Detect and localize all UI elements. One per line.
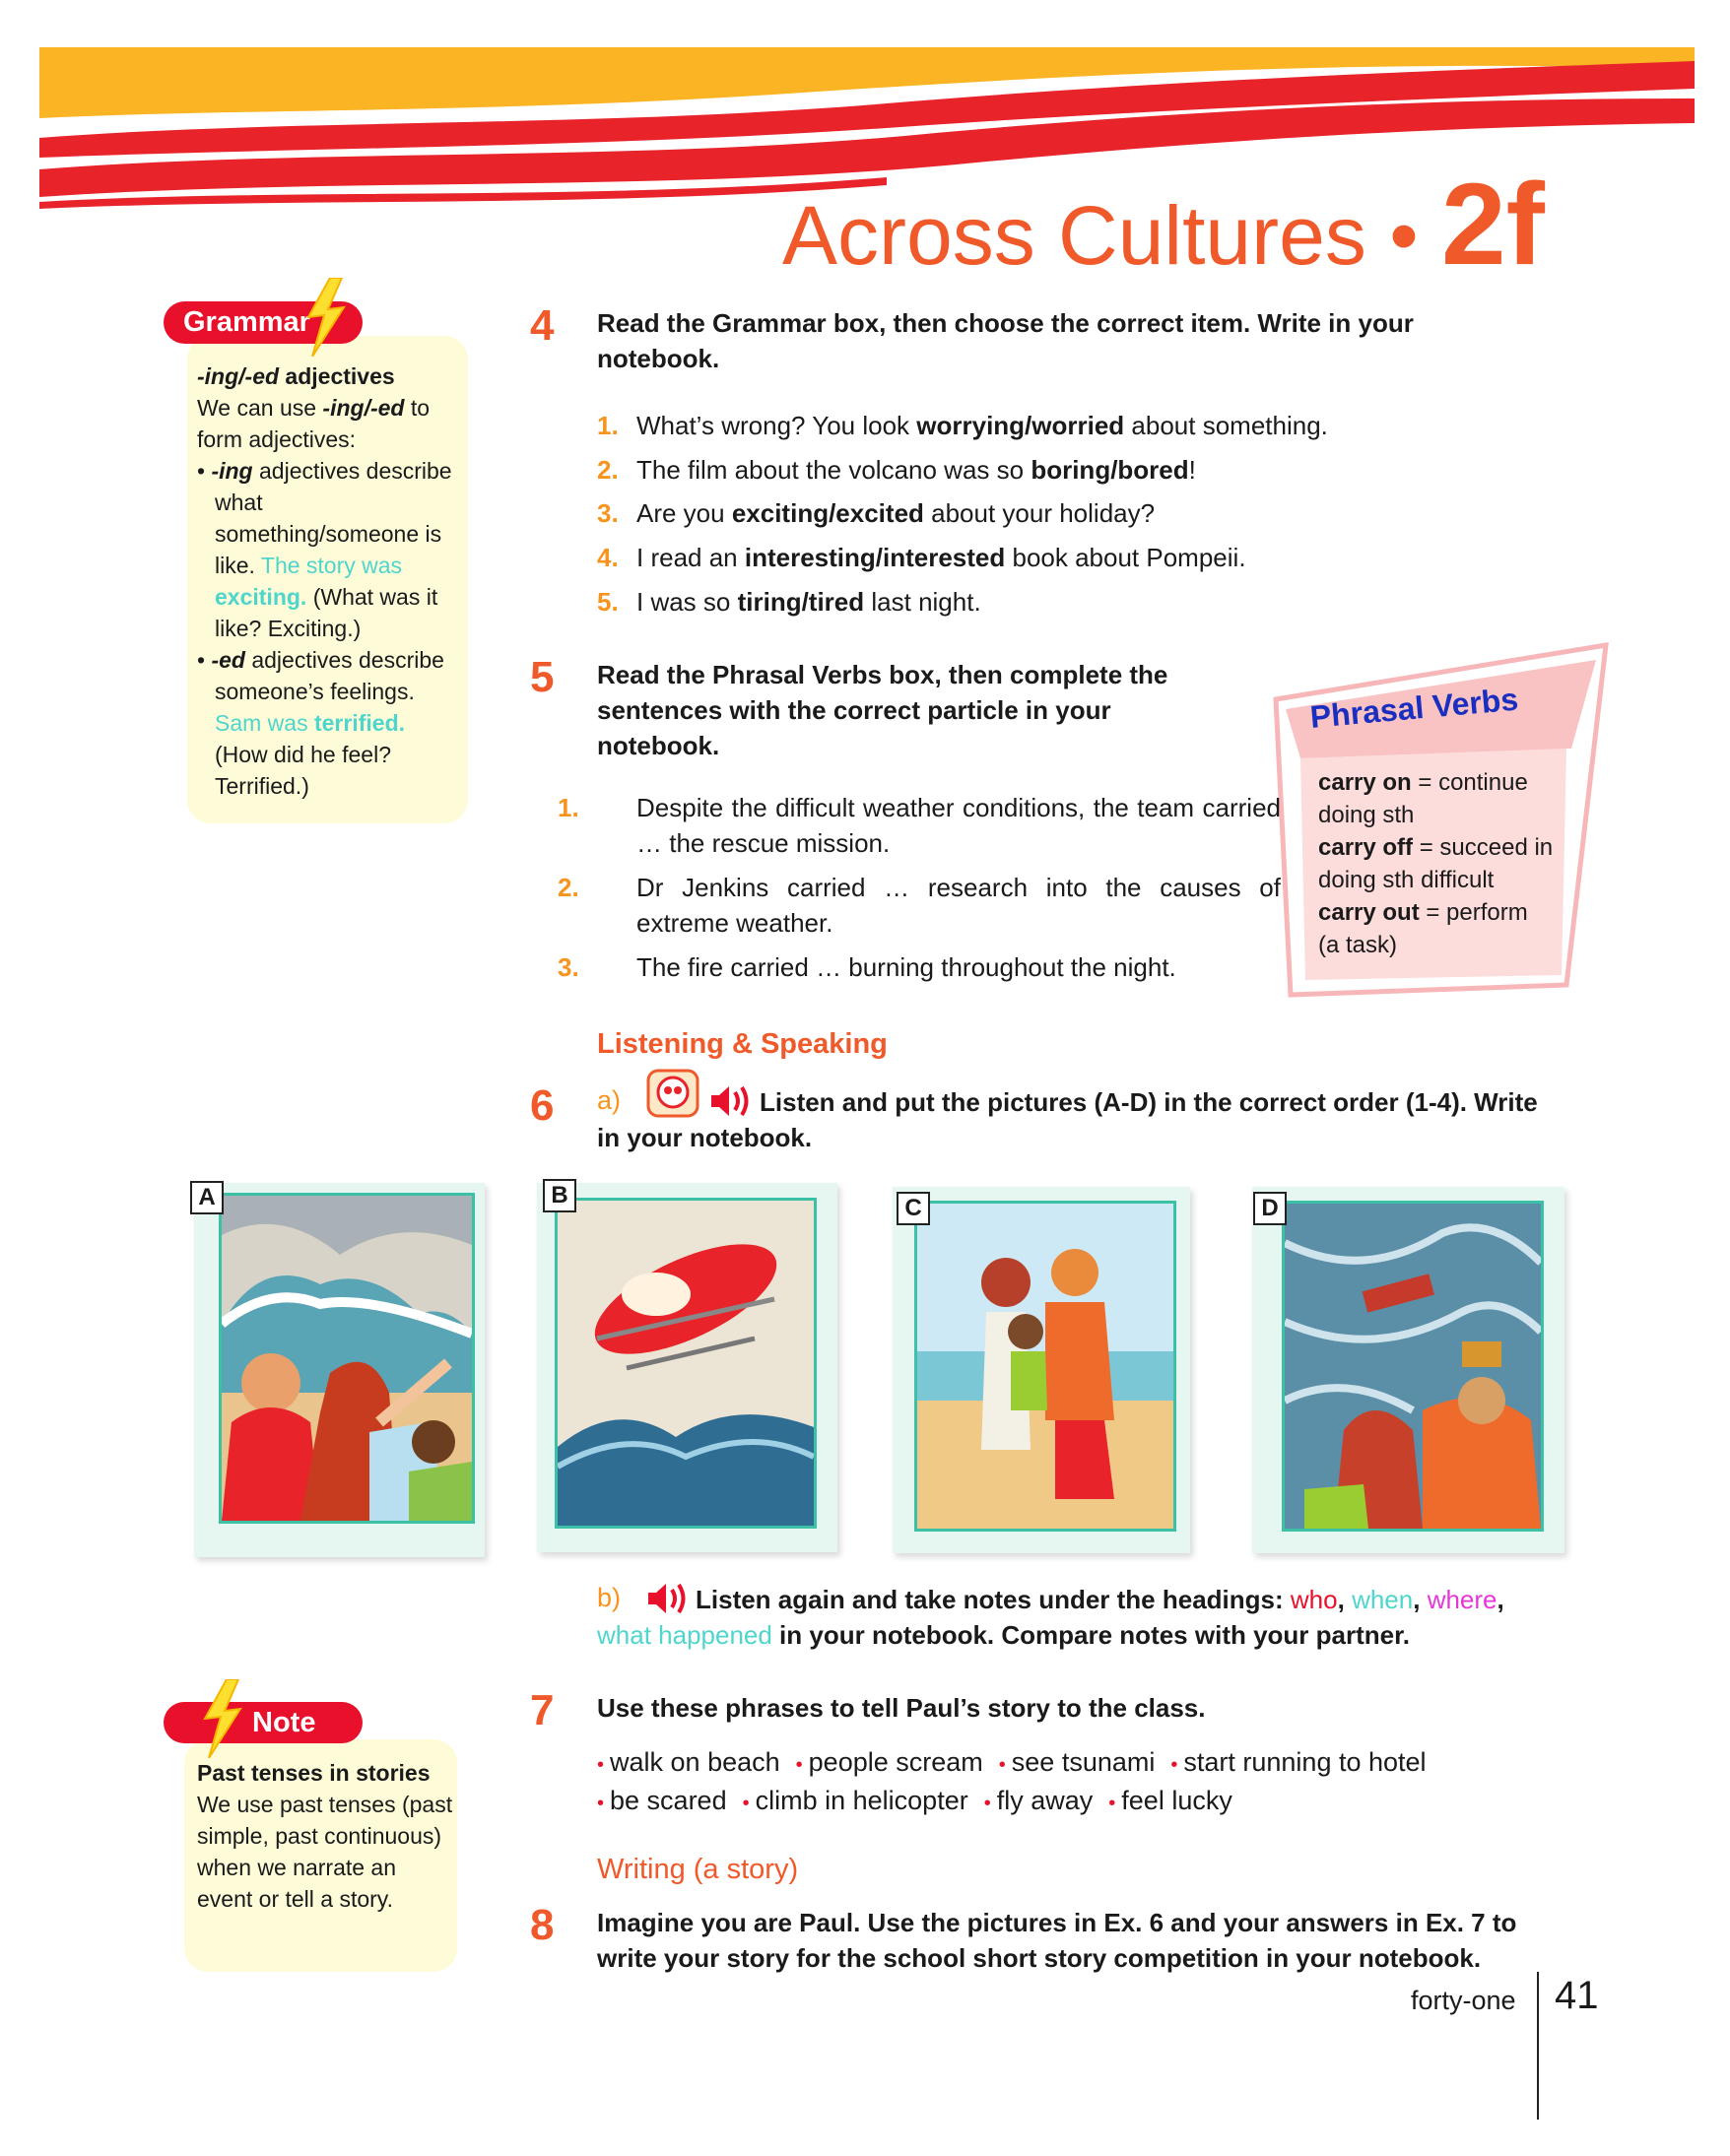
- exercise-6b-instruction: [597, 1582, 1543, 1653]
- item-text-pre: I read an: [636, 543, 745, 572]
- exercise-8-instruction: Imagine you are Paul. Use the pictures in Ex. 6 and your answers in Ex. 7 to write your story for the school short story competition in your notebook.: [597, 1908, 1517, 1973]
- picture-c: [893, 1187, 1190, 1553]
- exercise-4-item: [597, 495, 1155, 531]
- item-choice: tiring/tired: [737, 587, 865, 617]
- exercise-6a-instruction: [597, 1084, 1543, 1155]
- phrasal-verb-entry: [1318, 766, 1555, 831]
- phrase-item: [796, 1747, 983, 1777]
- picture-a: [194, 1183, 485, 1557]
- phrasal-verb: carry off: [1318, 834, 1414, 861]
- phrase-item: [743, 1786, 968, 1815]
- page-title: [782, 158, 1545, 292]
- item-text-post: about something.: [1124, 411, 1328, 440]
- phrase-item: [597, 1786, 727, 1815]
- item-number: 1.: [597, 411, 619, 440]
- picture-a-label: A: [190, 1181, 224, 1214]
- phrasal-verbs-list: [1318, 766, 1555, 961]
- exercise-5-instruction: Read the Phrasal Verbs box, then complete the sentences with the correct particle in your notebook.: [597, 660, 1168, 760]
- phrasal-verb-entry: [1318, 896, 1555, 961]
- bullet-icon: •: [597, 1793, 605, 1814]
- page-number-words: forty-one: [1411, 1986, 1516, 2015]
- b-post: in your notebook. Compare notes with your partner.: [771, 1620, 1411, 1650]
- phrase-text: people scream: [808, 1747, 983, 1777]
- b1-example-bold: exciting.: [215, 584, 307, 610]
- exercise-4-item: [597, 584, 981, 620]
- page-number: 41: [1555, 1974, 1599, 2017]
- item-number: 5.: [597, 587, 619, 617]
- item-text-post: !: [1188, 455, 1196, 485]
- title-text: Across Cultures: [782, 189, 1366, 282]
- grammar-intro-em: -ing/-ed: [322, 395, 405, 421]
- item-number: 4.: [597, 543, 619, 572]
- bullet-icon: •: [742, 1793, 750, 1814]
- phrase-text: be scared: [610, 1786, 727, 1815]
- grammar-badge-label: Grammar: [183, 306, 310, 338]
- item-text-post: last night.: [864, 587, 981, 617]
- b2-example: Sam was: [215, 710, 314, 736]
- exercise-5-item: [558, 949, 1281, 985]
- item-text-pre: I was so: [636, 587, 738, 617]
- listening-speaking-heading: Listening & Speaking: [597, 1028, 888, 1060]
- exercise-5-item: [558, 870, 1281, 941]
- item-choice: interesting/interested: [744, 543, 1006, 572]
- phrase-item: [597, 1747, 780, 1777]
- note-badge-label: Note: [252, 1707, 316, 1738]
- exercise-7-instruction: Use these phrases to tell Paul’s story to the class.: [597, 1693, 1206, 1723]
- bullet-icon: •: [597, 1754, 605, 1776]
- phrasal-verb: carry out: [1318, 899, 1420, 926]
- item-text: Dr Jenkins carried … research into the causes of extreme weather.: [636, 873, 1281, 938]
- note-content: [197, 1757, 453, 1915]
- phrase-text: fly away: [996, 1786, 1094, 1815]
- b2-text: adjectives describe someone’s feelings.: [215, 647, 444, 704]
- b1-text: adjectives describe what something/someone is like.: [215, 458, 452, 578]
- item-number: 2.: [558, 873, 579, 902]
- picture-b-label: B: [543, 1179, 576, 1212]
- grammar-heading-rest: adjectives: [279, 363, 395, 389]
- phrase-item: [1170, 1747, 1426, 1777]
- exercise-4-item: [597, 452, 1196, 488]
- exercise-8-number: 8: [530, 1901, 555, 1949]
- exercise-6-number: 6: [530, 1081, 555, 1130]
- b1-note: (What was it like? Exciting.): [215, 584, 438, 641]
- exercise-7-number: 7: [530, 1686, 555, 1734]
- grammar-bullet-ing: • -ing adjectives describe what something/someone is like. The story was exciting. (What was it like? Exciting.): [197, 458, 452, 641]
- item-number: 3.: [558, 952, 579, 982]
- unit-number: 2f: [1440, 160, 1545, 290]
- exercise-6a-text: Listen and put the pictures (A-D) in the correct order (1-4). Write in your notebook.: [597, 1087, 1538, 1152]
- grammar-intro-pre: We can use: [197, 395, 323, 421]
- b2-example-bold: terrified.: [313, 710, 406, 736]
- heading-who: who: [1290, 1585, 1338, 1614]
- item-number: 2.: [597, 455, 619, 485]
- phrase-text: feel lucky: [1121, 1786, 1232, 1815]
- grammar-heading: [197, 360, 463, 392]
- phrasal-verb-definition: = succeed in doing sth difficult: [1318, 834, 1554, 893]
- b1-example: The story was: [260, 553, 403, 578]
- heading-what-happened: what happened: [597, 1620, 772, 1650]
- phrasal-verb: carry on: [1318, 769, 1412, 796]
- exercise-6b-label: b): [597, 1583, 622, 1612]
- lightning-icon: [197, 1679, 246, 1758]
- phrase-text: start running to hotel: [1183, 1747, 1427, 1777]
- lightning-icon: [300, 278, 350, 357]
- bullet-icon: •: [983, 1793, 991, 1814]
- item-text-post: about your holiday?: [923, 498, 1156, 528]
- page-divider: [1537, 1972, 1539, 2120]
- phrase-text: climb in helicopter: [755, 1786, 968, 1815]
- phrase-text: walk on beach: [610, 1747, 780, 1777]
- item-number: 3.: [597, 498, 619, 528]
- comma: ,: [1337, 1585, 1345, 1614]
- b1-em: -ing: [211, 458, 253, 484]
- note-badge: [164, 1702, 363, 1743]
- note-text: We use past tenses (past simple, past continuous) when we narrate an event or tell a story.: [197, 1792, 453, 1912]
- phrasal-verb-entry: [1318, 831, 1555, 896]
- item-text-pre: Are you: [636, 498, 732, 528]
- exercise-4-item: [597, 408, 1328, 443]
- picture-b: [537, 1183, 837, 1552]
- exercise-5-item: [558, 790, 1281, 861]
- item-text-pre: The film about the volcano was so: [636, 455, 1031, 485]
- item-number: 1.: [558, 793, 579, 822]
- picture-c-label: C: [897, 1192, 930, 1225]
- picture-d: [1252, 1187, 1564, 1553]
- phrase-item: [999, 1747, 1156, 1777]
- phrase-item: [984, 1786, 1094, 1815]
- item-text-pre: What’s wrong? You look: [636, 411, 917, 440]
- bullet-icon: •: [795, 1754, 803, 1776]
- comma: ,: [1413, 1585, 1421, 1614]
- item-choice: boring/bored: [1031, 455, 1189, 485]
- grammar-bullet-ed: • -ed adjectives describe someone’s feelings. Sam was terrified. (How did he feel? Terrified.): [197, 647, 444, 799]
- bullet-icon: •: [1170, 1754, 1178, 1776]
- b2-note: (How did he feel? Terrified.): [215, 742, 391, 799]
- heading-when: when: [1352, 1585, 1414, 1614]
- heading-where: where: [1427, 1585, 1497, 1614]
- item-text: Despite the difficult weather conditions, the team carried … the rescue mission.: [636, 793, 1281, 858]
- exercise-4-instruction: Read the Grammar box, then choose the correct item. Write in your notebook.: [597, 308, 1414, 373]
- b2-em: -ed: [211, 647, 245, 673]
- item-text: The fire carried … burning throughout the night.: [636, 952, 1176, 982]
- b-pre: Listen again and take notes under the headings:: [696, 1585, 1291, 1614]
- phrase-list: [597, 1744, 1563, 1821]
- phrase-item: [1108, 1786, 1232, 1815]
- comma: ,: [1497, 1585, 1504, 1614]
- item-choice: worrying/worried: [916, 411, 1125, 440]
- phrase-text: see tsunami: [1011, 1747, 1156, 1777]
- grammar-content: [197, 360, 463, 802]
- phrasal-verb-definition: = continue doing sth: [1318, 769, 1528, 828]
- exercise-4-item: [597, 540, 1246, 575]
- exercise-6a-label: a): [597, 1085, 622, 1115]
- phrasal-verbs-title: Phrasal Verbs: [1308, 681, 1520, 735]
- grammar-heading-italic: -ing/-ed: [197, 363, 280, 389]
- phrasal-verb-definition: = perform (a task): [1318, 899, 1528, 958]
- picture-d-label: D: [1253, 1192, 1287, 1225]
- bullet-icon: •: [1108, 1793, 1116, 1814]
- writing-heading: Writing (a story): [597, 1854, 799, 1885]
- item-choice: exciting/excited: [731, 498, 924, 528]
- grammar-intro: [197, 392, 463, 455]
- title-bullet: •: [1389, 189, 1419, 282]
- grammar-intro-post: to form adjectives:: [197, 395, 431, 452]
- bullet-icon: •: [998, 1754, 1006, 1776]
- item-text-post: book about Pompeii.: [1005, 543, 1246, 572]
- exercise-5-number: 5: [530, 653, 555, 701]
- exercise-4-number: 4: [530, 301, 555, 350]
- note-heading: Past tenses in stories: [197, 1760, 431, 1786]
